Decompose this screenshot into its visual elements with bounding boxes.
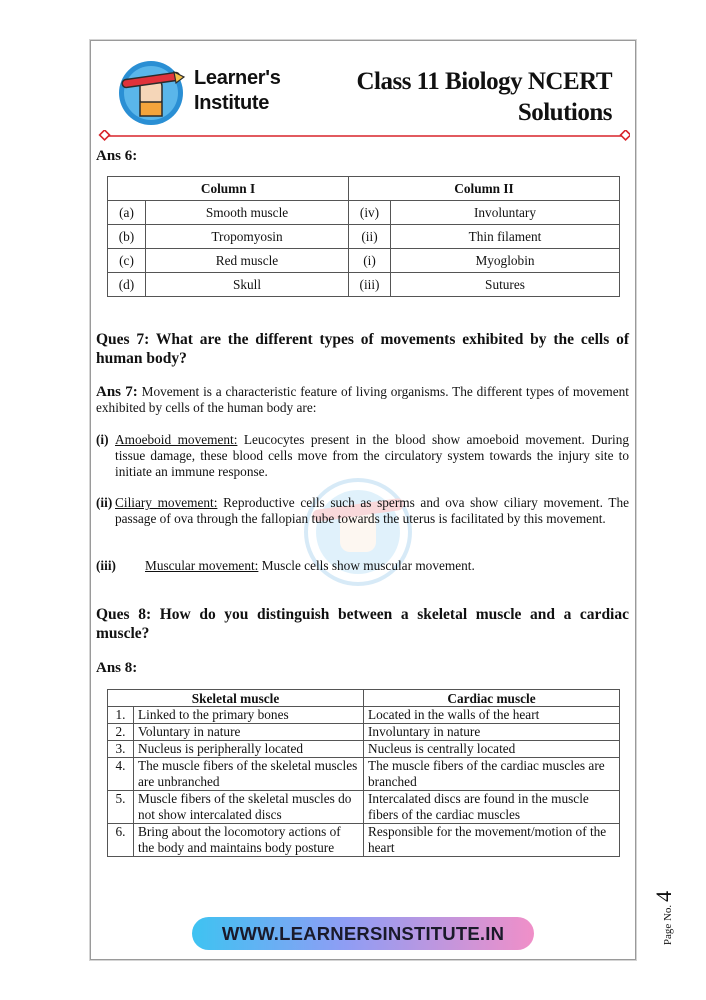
table-cell: 4.: [108, 758, 134, 791]
table-cell: 6.: [108, 824, 134, 857]
table-cell: (a): [108, 201, 146, 225]
table-cell: (i): [349, 249, 391, 273]
table-cell: Intercalated discs are found in the muscle fibers of the cardiac muscles: [364, 791, 620, 824]
table-row: [108, 758, 620, 791]
table-cell: Muscle fibers of the skeletal muscles do not show intercalated discs: [134, 791, 364, 824]
table-cell: (d): [108, 273, 146, 297]
table-header: Column I: [108, 177, 349, 201]
learners-institute-logo-icon: [116, 58, 186, 128]
header-divider: [98, 130, 630, 142]
table-cell: The muscle fibers of the skeletal muscles are unbranched: [134, 758, 364, 791]
table-row: [108, 707, 620, 724]
table-row: [108, 225, 620, 249]
table-cell: Myoglobin: [391, 249, 620, 273]
table-header: Cardiac muscle: [364, 690, 620, 707]
page-number: Page No.4: [651, 890, 676, 946]
brand-name: Learner's Institute: [194, 67, 281, 114]
table-cell: 3.: [108, 741, 134, 758]
table-cell: (ii): [349, 225, 391, 249]
table-cell: Red muscle: [146, 249, 349, 273]
table-cell: Responsible for the movement/motion of the heart: [364, 824, 620, 857]
ans6-table: [107, 176, 620, 297]
table-cell: (iv): [349, 201, 391, 225]
table-cell: Nucleus is peripherally located: [134, 741, 364, 758]
table-cell: 5.: [108, 791, 134, 824]
table-row: [108, 741, 620, 758]
table-row: [108, 824, 620, 857]
table-cell: Involuntary in nature: [364, 724, 620, 741]
table-cell: 2.: [108, 724, 134, 741]
table-row: [108, 201, 620, 225]
table-header: Column II: [349, 177, 620, 201]
answer-7-intro: Ans 7: Movement is a characteristic feature of living organisms. The different types of movement exhibited by cells of the human body are:: [96, 384, 629, 415]
table-cell: (b): [108, 225, 146, 249]
ans6-label: Ans 6:: [96, 148, 138, 164]
table-row: [108, 791, 620, 824]
table-cell: Voluntary in nature: [134, 724, 364, 741]
document-title: Class 11 Biology NCERT Solutions: [356, 68, 612, 126]
table-cell: Thin filament: [391, 225, 620, 249]
table-row: [108, 273, 620, 297]
table-cell: The muscle fibers of the cardiac muscles are branched: [364, 758, 620, 791]
table-cell: 1.: [108, 707, 134, 724]
table-cell: (iii): [349, 273, 391, 297]
table-cell: Sutures: [391, 273, 620, 297]
question-8: Ques 8: How do you distinguish between a skeletal muscle and a cardiac muscle?: [96, 606, 629, 642]
table-row: [108, 724, 620, 741]
table-cell: (c): [108, 249, 146, 273]
answer-7-item-2: (ii) Ciliary movement: Reproductive cells such as sperms and ova show ciliary movement. The passage of ova through the fallopian tube towards the uterus is facilitated by this movement.: [96, 495, 629, 526]
table-cell: Skull: [146, 273, 349, 297]
table-cell: Smooth muscle: [146, 201, 349, 225]
table-cell: Nucleus is centrally located: [364, 741, 620, 758]
website-link[interactable]: WWW.LEARNERSINSTITUTE.IN: [192, 917, 534, 950]
question-7: Ques 7: What are the different types of movements exhibited by the cells of human body?: [96, 331, 629, 367]
ans8-table: [107, 689, 620, 857]
table-cell: Involuntary: [391, 201, 620, 225]
ans8-label: Ans 8:: [96, 660, 138, 676]
table-header: Skeletal muscle: [108, 690, 364, 707]
table-row: [108, 249, 620, 273]
table-cell: Bring about the locomotory actions of the body and maintains body posture: [134, 824, 364, 857]
table-cell: Tropomyosin: [146, 225, 349, 249]
table-cell: Located in the walls of the heart: [364, 707, 620, 724]
answer-7-item-1: (i) Amoeboid movement: Leucocytes present in the blood show amoeboid movement. During tissue damage, these blood cells move from the circulatory system towards the injury site to initiate an immune response.: [96, 432, 629, 479]
table-cell: Linked to the primary bones: [134, 707, 364, 724]
answer-7-item-3: (iii) Muscular movement: Muscle cells show muscular movement.: [96, 558, 475, 573]
